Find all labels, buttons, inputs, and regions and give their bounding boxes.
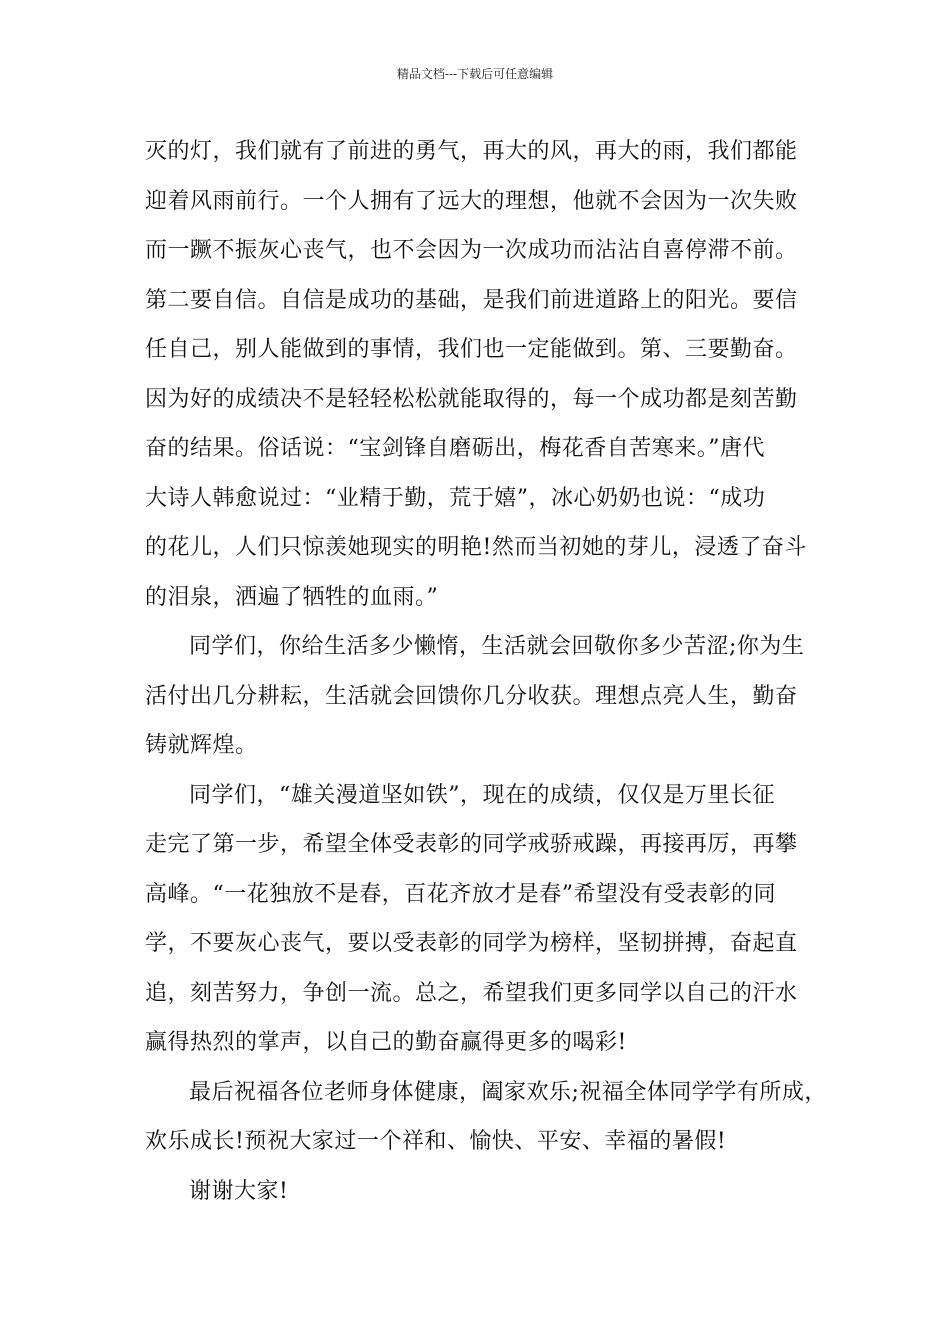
text-line: 因为好的成绩决不是轻轻松松就能取得的，每一个成功都是刻苦勤 <box>145 386 798 412</box>
text-line: 学，不要灰心丧气，要以受表彰的同学为榜样，坚韧拼搏，奋起直 <box>145 931 798 956</box>
text-line: 的泪泉，洒遍了牺牲的血雨。” <box>145 584 439 610</box>
text-line: 迎着风雨前行。一个人拥有了远大的理想，他就不会因为一次失败 <box>145 188 798 214</box>
paragraph-first-line: 最后祝福各位老师身体健康，阖家欢乐;祝福全体同学学有所成， <box>189 1079 827 1105</box>
text-line: 而一蹶不振灰心丧气，也不会因为一次成功而沾沾自喜停滞不前。 <box>145 238 798 263</box>
text-line: 欢乐成长!预祝大家过一个祥和、愉快、平安、幸福的暑假! <box>145 1129 727 1154</box>
text-line: 追，刻苦努力，争创一流。总之，希望我们更多同学以自己的汗水 <box>145 980 798 1006</box>
text-line: 任自己，别人能做到的事情，我们也一定能做到。第、三要勤奋。 <box>145 337 798 362</box>
text-line: 铸就辉煌。 <box>145 733 258 758</box>
text-line: 赢得热烈的掌声，以自己的勤奋赢得更多的喝彩! <box>145 1030 627 1055</box>
text-line: 活付出几分耕耘，生活就会回馈你几分收获。理想点亮人生，勤奋 <box>145 683 798 709</box>
text-line: 大诗人韩愈说过：“业精于勤，荒于嬉”，冰心奶奶也说：“成功 <box>145 485 766 511</box>
closing-line: 谢谢大家! <box>189 1178 289 1204</box>
paragraph-first-line: 同学们，你给生活多少懒惰，生活就会回敬你多少苦涩;你为生 <box>189 634 805 659</box>
text-line: 的花儿，人们只惊羡她现实的明艳!然而当初她的芽儿，浸透了奋斗 <box>145 535 807 560</box>
text-line: 灭的灯，我们就有了前进的勇气，再大的风，再大的雨，我们都能 <box>145 139 798 164</box>
text-line: 高峰。“一花独放不是春，百花齐放才是春”希望没有受表彰的同 <box>145 881 776 907</box>
text-line: 奋的结果。俗话说：“宝剑锋自磨砺出，梅花香自苦寒来。”唐代 <box>145 436 765 461</box>
document-body <box>145 127 827 1216</box>
text-line: 走完了第一步，希望全体受表彰的同学戒骄戒躁，再接再厉，再攀 <box>145 832 798 857</box>
page-header: 精品文档---下载后可任意编辑 <box>396 67 554 81</box>
paragraph-first-line: 同学们，“雄关漫道坚如铁”，现在的成绩，仅仅是万里长征 <box>189 782 775 808</box>
text-line: 第二要自信。自信是成功的基础，是我们前进道路上的阳光。要信 <box>145 287 798 313</box>
